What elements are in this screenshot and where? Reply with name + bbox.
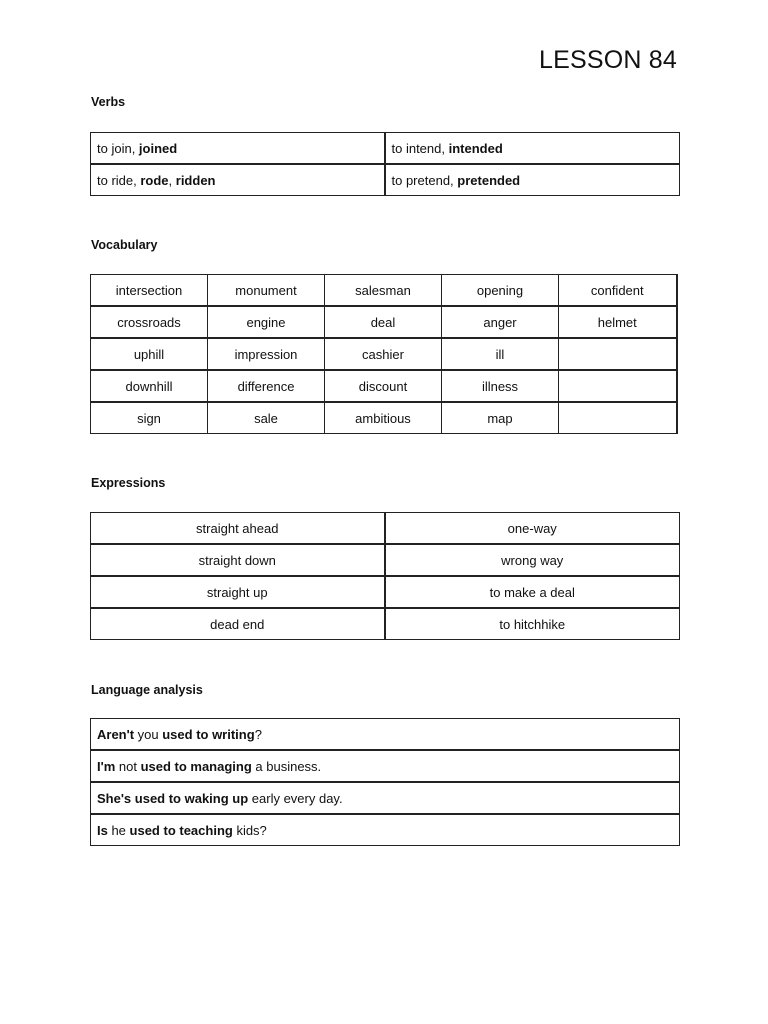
vocabulary-cell — [559, 338, 677, 370]
vocabulary-heading: Vocabulary — [91, 238, 158, 252]
verb-infinitive: to join, — [97, 140, 139, 156]
vocabulary-cell: map — [442, 402, 559, 434]
verb-cell — [91, 133, 385, 165]
verb-cell — [91, 164, 385, 196]
verb-form: rode — [140, 172, 169, 188]
analysis-emphasis: Is — [97, 822, 108, 838]
vocabulary-cell: cashier — [325, 338, 442, 370]
expression-cell: one-way — [385, 513, 680, 545]
verb-infinitive: to ride, — [97, 172, 141, 188]
expression-cell: to hitchhike — [385, 608, 680, 640]
verbs-table — [90, 132, 680, 196]
lesson-title: LESSON 84 — [539, 46, 677, 74]
vocabulary-cell: discount — [325, 370, 442, 402]
analysis-sentence — [91, 814, 680, 846]
analysis-row — [91, 719, 680, 751]
vocabulary-cell: anger — [442, 306, 559, 338]
expression-cell: straight down — [91, 544, 385, 576]
expression-cell: straight up — [91, 576, 385, 608]
vocabulary-cell: intersection — [91, 275, 208, 307]
verb-form: intended — [448, 140, 503, 156]
vocabulary-cell: crossroads — [91, 306, 208, 338]
vocabulary-cell: monument — [208, 275, 325, 307]
expression-cell: to make a deal — [385, 576, 680, 608]
vocabulary-cell: salesman — [325, 275, 442, 307]
vocabulary-cell: deal — [325, 306, 442, 338]
expressions-heading: Expressions — [91, 476, 166, 490]
vocabulary-row — [91, 338, 677, 370]
analysis-sentence — [91, 719, 680, 751]
language-analysis-table — [90, 718, 680, 846]
expression-cell: straight ahead — [91, 513, 385, 545]
analysis-text: he — [107, 822, 130, 838]
analysis-emphasis: used to managing — [140, 758, 252, 774]
verb-cell — [385, 133, 680, 165]
analysis-emphasis: Aren't — [97, 726, 135, 742]
analysis-text: a business. — [251, 758, 322, 774]
analysis-text: early every day. — [248, 790, 343, 806]
vocabulary-table — [90, 274, 678, 434]
vocabulary-cell: uphill — [91, 338, 208, 370]
vocabulary-cell: opening — [442, 275, 559, 307]
vocabulary-cell: difference — [208, 370, 325, 402]
analysis-emphasis: used to writing — [162, 726, 255, 742]
expression-cell: dead end — [91, 608, 385, 640]
verb-form: joined — [138, 140, 178, 156]
analysis-text: you — [134, 726, 163, 742]
analysis-emphasis: She's used to waking up — [97, 790, 249, 806]
verb-separator: , — [168, 172, 176, 188]
vocabulary-row — [91, 402, 677, 434]
vocabulary-row — [91, 370, 677, 402]
expression-row — [91, 513, 680, 545]
analysis-text: kids? — [232, 822, 267, 838]
analysis-text: not — [115, 758, 141, 774]
vocabulary-cell: ill — [442, 338, 559, 370]
expression-row — [91, 608, 680, 640]
verb-infinitive: to intend, — [391, 140, 449, 156]
verbs-row — [91, 133, 680, 165]
vocabulary-cell: sign — [91, 402, 208, 434]
expression-row — [91, 544, 680, 576]
vocabulary-row — [91, 275, 677, 307]
analysis-row — [91, 814, 680, 846]
analysis-text: ? — [254, 726, 262, 742]
expression-cell: wrong way — [385, 544, 680, 576]
analysis-emphasis: used to teaching — [129, 822, 233, 838]
verbs-row — [91, 164, 680, 196]
verb-infinitive: to pretend, — [391, 172, 458, 188]
vocabulary-cell: engine — [208, 306, 325, 338]
vocabulary-cell: illness — [442, 370, 559, 402]
vocabulary-row — [91, 306, 677, 338]
analysis-row — [91, 782, 680, 814]
analysis-sentence — [91, 750, 680, 782]
analysis-row — [91, 750, 680, 782]
analysis-sentence — [91, 782, 680, 814]
vocabulary-cell: helmet — [559, 306, 677, 338]
verb-form: ridden — [175, 172, 216, 188]
vocabulary-cell: downhill — [91, 370, 208, 402]
expressions-table — [90, 512, 680, 640]
expression-row — [91, 576, 680, 608]
vocabulary-cell — [559, 402, 677, 434]
language-analysis-heading: Language analysis — [91, 683, 203, 697]
vocabulary-cell: sale — [208, 402, 325, 434]
verb-cell — [385, 164, 680, 196]
vocabulary-cell: confident — [559, 275, 677, 307]
analysis-emphasis: I'm — [97, 758, 116, 774]
vocabulary-cell: ambitious — [325, 402, 442, 434]
verb-form: pretended — [457, 172, 521, 188]
vocabulary-cell: impression — [208, 338, 325, 370]
verbs-heading: Verbs — [91, 95, 126, 109]
vocabulary-cell — [559, 370, 677, 402]
